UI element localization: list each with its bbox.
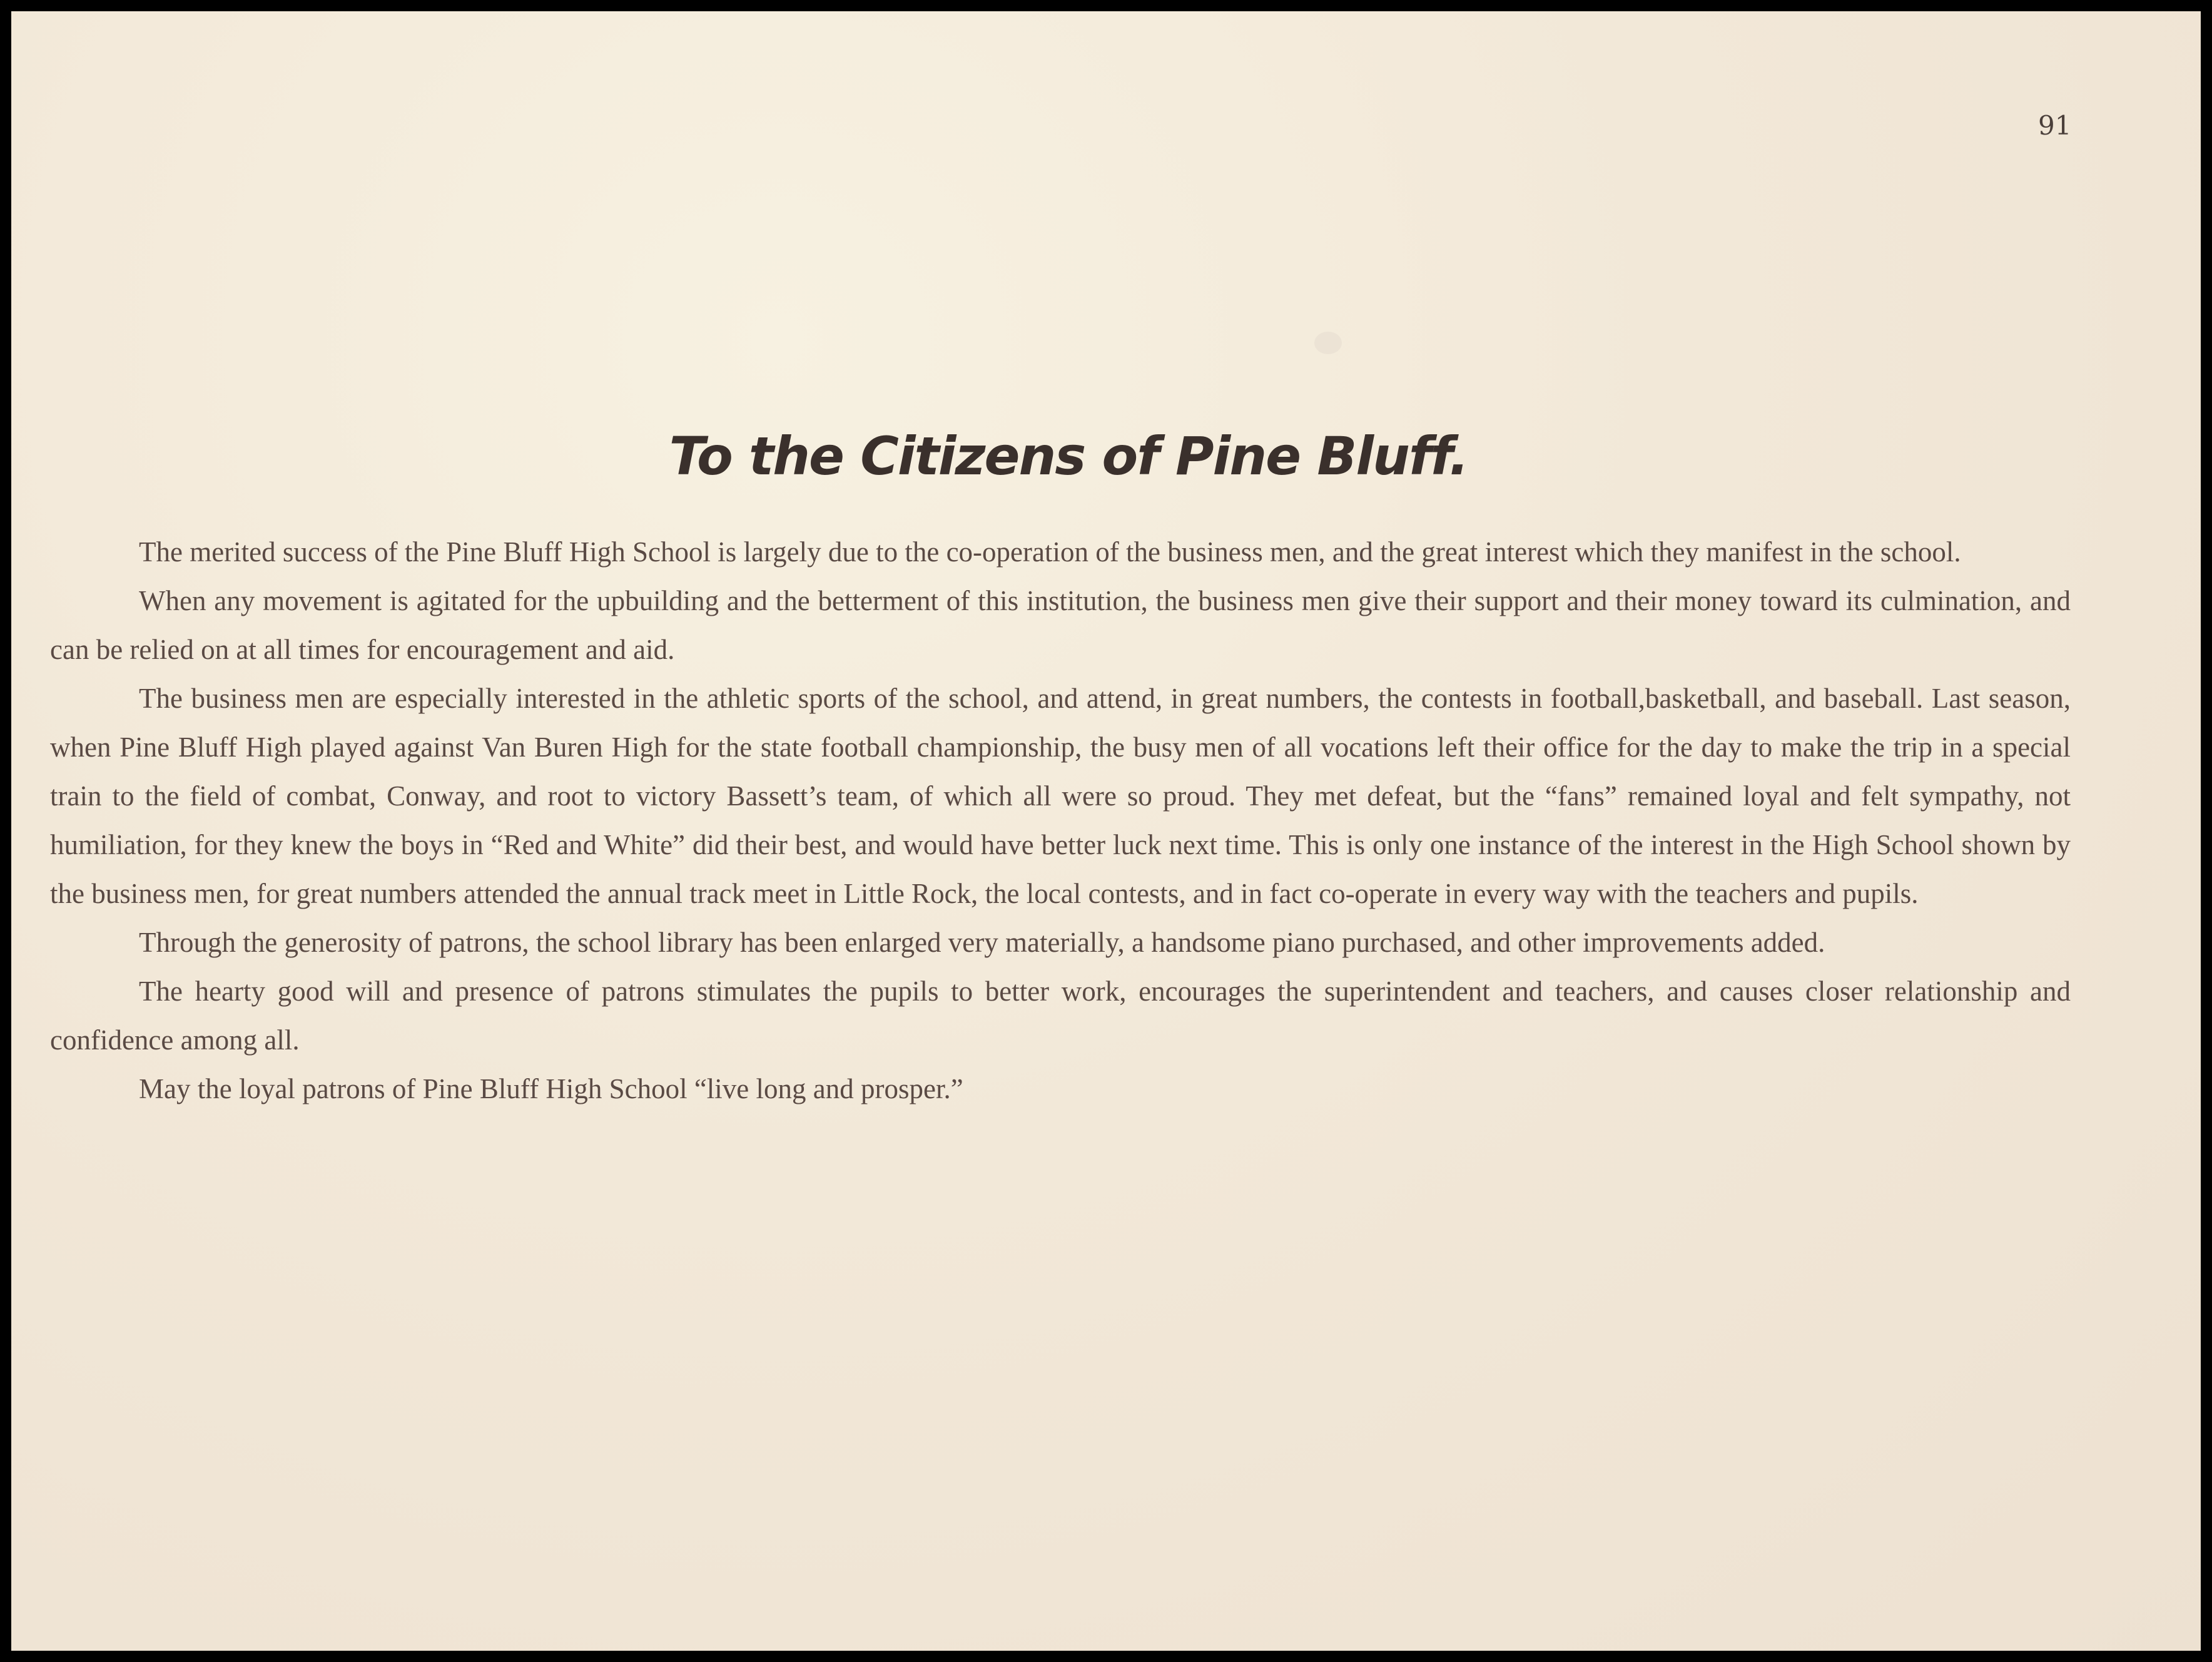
paper-blemish	[1309, 324, 1347, 362]
paragraph-6: May the loyal patrons of Pine Bluff High School “live long and prosper.”	[139, 1073, 963, 1104]
body-text	[50, 528, 2071, 1113]
paragraph-1: The merited success of the Pine Bluff High School is largely due to the co-operation of the business men, and the great interest which they manifest in the school.	[139, 536, 1961, 568]
paragraph-3: The business men are especially interested in the athletic sports of the school, and attend, in great numbers, the contests in football,basketball, and baseball. Last season, when Pine Bluff High played against Van Buren High for the state football championship, the busy men of all vocations left their office for the day to make the trip in a special train to the field of combat, Conway, and root to victory Bassett’s team, of which all were so proud. They met defeat, but the “fans” remained loyal and felt sympathy, not humiliation, for they knew the boys in “Red and White” did their best, and would have better luck next time. This is only one instance of the interest in the High School shown by the business men, for great numbers attended the annual track meet in Little Rock, the local contests, and in fact co-operate in every way with the teachers and pupils.	[50, 683, 2071, 909]
page-number: 91	[2038, 110, 2072, 141]
scanned-page	[11, 11, 2201, 1651]
page-title: To the Citizens of Pine Bluff.	[669, 426, 1468, 487]
paragraph-2: When any movement is agitated for the upbuilding and the betterment of this institution, the business men give their support and their money toward its culmination, and can be relied on at all times for encouragement and aid.	[50, 585, 2071, 665]
paragraph-4: Through the generosity of patrons, the school library has been enlarged very materially, a handsome piano purchased, and other improvements added.	[139, 927, 1825, 958]
paragraph-5: The hearty good will and presence of patrons stimulates the pupils to better work, encourages the superintendent and teachers, and causes closer relationship and confidence among all.	[50, 976, 2071, 1056]
